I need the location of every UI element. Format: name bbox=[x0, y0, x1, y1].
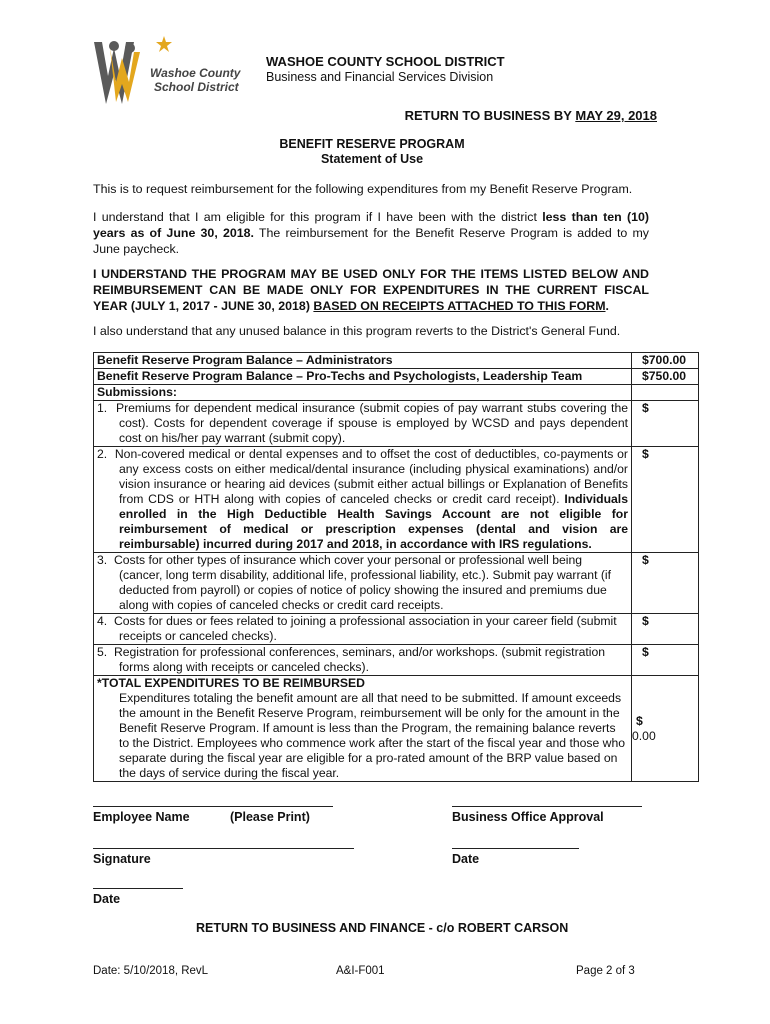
footer-form-id: A&I-F001 bbox=[336, 965, 385, 977]
table-row bbox=[94, 553, 699, 614]
page-subtitle: Statement of Use bbox=[320, 152, 424, 166]
employee-date-line[interactable] bbox=[93, 888, 183, 889]
return-by-prefix: RETURN TO BUSINESS BY bbox=[404, 108, 576, 123]
eligibility-paragraph bbox=[93, 209, 649, 257]
admin-balance-label: Benefit Reserve Program Balance – Administrators bbox=[94, 353, 632, 369]
item-5-amount[interactable]: $ bbox=[632, 645, 699, 676]
submission-item-2 bbox=[94, 447, 632, 553]
table-row bbox=[94, 353, 699, 369]
submissions-heading: Submissions: bbox=[94, 385, 632, 401]
conditions-text-a: I UNDERSTAND THE PROGRAM MAY BE USED ONLY FOR THE ITEMS LISTED BELOW AND REIMBURSEMENT CAN BE MADE ONLY FOR EXPENDITURES IN THE CURRENT FISCAL YEAR (JULY 1, 2017 - JUNE 30, 2018) bbox=[93, 267, 649, 313]
employee-date-label: Date bbox=[93, 892, 121, 906]
business-office-label: Business Office Approval bbox=[452, 810, 604, 824]
item-4-amount[interactable]: $ bbox=[632, 614, 699, 645]
admin-balance-amount: $700.00 bbox=[632, 353, 699, 369]
conditions-text-b: BASED ON RECEIPTS ATTACHED TO THIS FORM bbox=[313, 299, 606, 313]
eligibility-text-a: I understand that I am eligible for this program if I have been with the district bbox=[93, 210, 543, 224]
item-number: 4. bbox=[97, 614, 108, 628]
item-text: Costs for other types of insurance which cover your personal or professional well being (cancer, long term disability, additional life, professional liability, etc.). Submit pay warrant (if deducted from payroll) or copies of notice of policy showing the insured and premiums due along with copies of canceled checks or credit card receipts. bbox=[113, 553, 611, 612]
balance-paragraph: I also understand that any unused balance in this program reverts to the District's General Fund. bbox=[93, 324, 621, 338]
item-text: Premiums for dependent medical insurance (submit copies of pay warrant stubs covering the cost). Costs for dependent coverage if spouse is employed by WCSD and pays dependent cost on his/her pay warrant (submit copy). bbox=[115, 401, 628, 445]
table-row bbox=[94, 676, 699, 782]
table-row bbox=[94, 447, 699, 553]
submission-item-4 bbox=[94, 614, 632, 645]
division-name: Business and Financial Services Division bbox=[266, 70, 494, 84]
district-logo bbox=[92, 34, 242, 108]
conditions-text-c: . bbox=[605, 299, 609, 313]
submission-item-1 bbox=[94, 401, 632, 447]
intro-paragraph: This is to request reimbursement for the following expenditures from my Benefit Reserve Program. bbox=[93, 182, 633, 196]
table-row bbox=[94, 369, 699, 385]
total-text: Expenditures totaling the benefit amount are all that need to be submitted. If amount exceeds the amount in the Benefit Reserve Program, reimbursement will be only for the amount in the Benefit Reserve Program. If amount is less than the Program, the remaining balance reverts to the District. Employees who commence work after the start of the fiscal year and those who separate during the fiscal year are eligible for a pro-rated amount of the BRP value based on the days of service during the fiscal year. bbox=[119, 691, 626, 780]
total-dollar: $ bbox=[636, 713, 643, 728]
return-to-note: RETURN TO BUSINESS AND FINANCE - c/o ROBERT CARSON bbox=[196, 921, 569, 935]
item-number: 5. bbox=[97, 645, 108, 659]
total-expenditures bbox=[94, 676, 632, 782]
return-by bbox=[405, 108, 657, 123]
business-office-line[interactable] bbox=[452, 806, 642, 807]
item-text: Costs for dues or fees related to joining a professional association in your career field (submit receipts or canceled checks). bbox=[113, 614, 617, 643]
eligibility-text-c: The reimbursement for the Benefit Reserve Program is added to my June paycheck. bbox=[93, 226, 649, 256]
footer-date: Date: 5/10/2018, RevL bbox=[93, 965, 209, 977]
table-row bbox=[94, 401, 699, 447]
table-row bbox=[94, 385, 699, 401]
total-value: 0.00 bbox=[632, 728, 656, 743]
submission-item-3 bbox=[94, 553, 632, 614]
approval-date-line[interactable] bbox=[452, 848, 579, 849]
page-title: BENEFIT RESERVE PROGRAM bbox=[279, 137, 465, 151]
reimbursement-table bbox=[93, 352, 699, 782]
signature-line[interactable] bbox=[93, 848, 354, 849]
logo-line-2: School District bbox=[154, 80, 239, 94]
item-hsa-notice: Individuals enrolled in the High Deductible Health Savings Account are not eligible for reimbursement of medical or prescription expenses (dental and vision are reimbursable) incurred during 2017 and 2018, in accordance with IRS regulations. bbox=[119, 492, 628, 551]
item-number: 1. bbox=[97, 401, 108, 415]
protech-balance-label: Benefit Reserve Program Balance – Pro-Techs and Psychologists, Leadership Team bbox=[94, 369, 632, 385]
return-by-date: MAY 29, 2018 bbox=[575, 108, 657, 123]
table-row bbox=[94, 645, 699, 676]
item-2-amount[interactable]: $ bbox=[632, 447, 699, 553]
item-1-amount[interactable]: $ bbox=[632, 401, 699, 447]
approval-date-label: Date bbox=[452, 852, 480, 866]
footer-page: Page 2 of 3 bbox=[576, 965, 635, 977]
item-number: 2. bbox=[97, 447, 108, 461]
submission-item-5 bbox=[94, 645, 632, 676]
item-text: Non-covered medical or dental expenses and to offset the cost of deductibles, co-payments or any excess costs on either medical/dental insurance (including physical examinations) and/or vision insurance or hearing aid devices (submit either actual billings or Explanation of Benefits from CDS or HTH along with copies of canceled checks or credit card receipt). bbox=[114, 447, 628, 506]
total-heading: *TOTAL EXPENDITURES TO BE REIMBURSED bbox=[97, 676, 365, 690]
protech-balance-amount: $750.00 bbox=[632, 369, 699, 385]
item-text: Registration for professional conferences, seminars, and/or workshops. (submit registration forms along with receipts or canceled checks). bbox=[113, 645, 606, 674]
total-amount[interactable] bbox=[632, 676, 699, 782]
item-number: 3. bbox=[97, 553, 108, 567]
signature-label: Signature bbox=[93, 852, 151, 866]
conditions-paragraph bbox=[93, 266, 649, 314]
employee-name-label: Employee Name bbox=[93, 810, 190, 824]
district-name: WASHOE COUNTY SCHOOL DISTRICT bbox=[266, 54, 505, 69]
please-print-label: (Please Print) bbox=[230, 810, 310, 824]
eligibility-text-b: less than ten (10) years as of June 30, 2018. bbox=[93, 210, 650, 240]
logo-line-1: Washoe County bbox=[150, 66, 241, 80]
table-row bbox=[94, 614, 699, 645]
item-3-amount[interactable]: $ bbox=[632, 553, 699, 614]
employee-name-line[interactable] bbox=[93, 806, 333, 807]
